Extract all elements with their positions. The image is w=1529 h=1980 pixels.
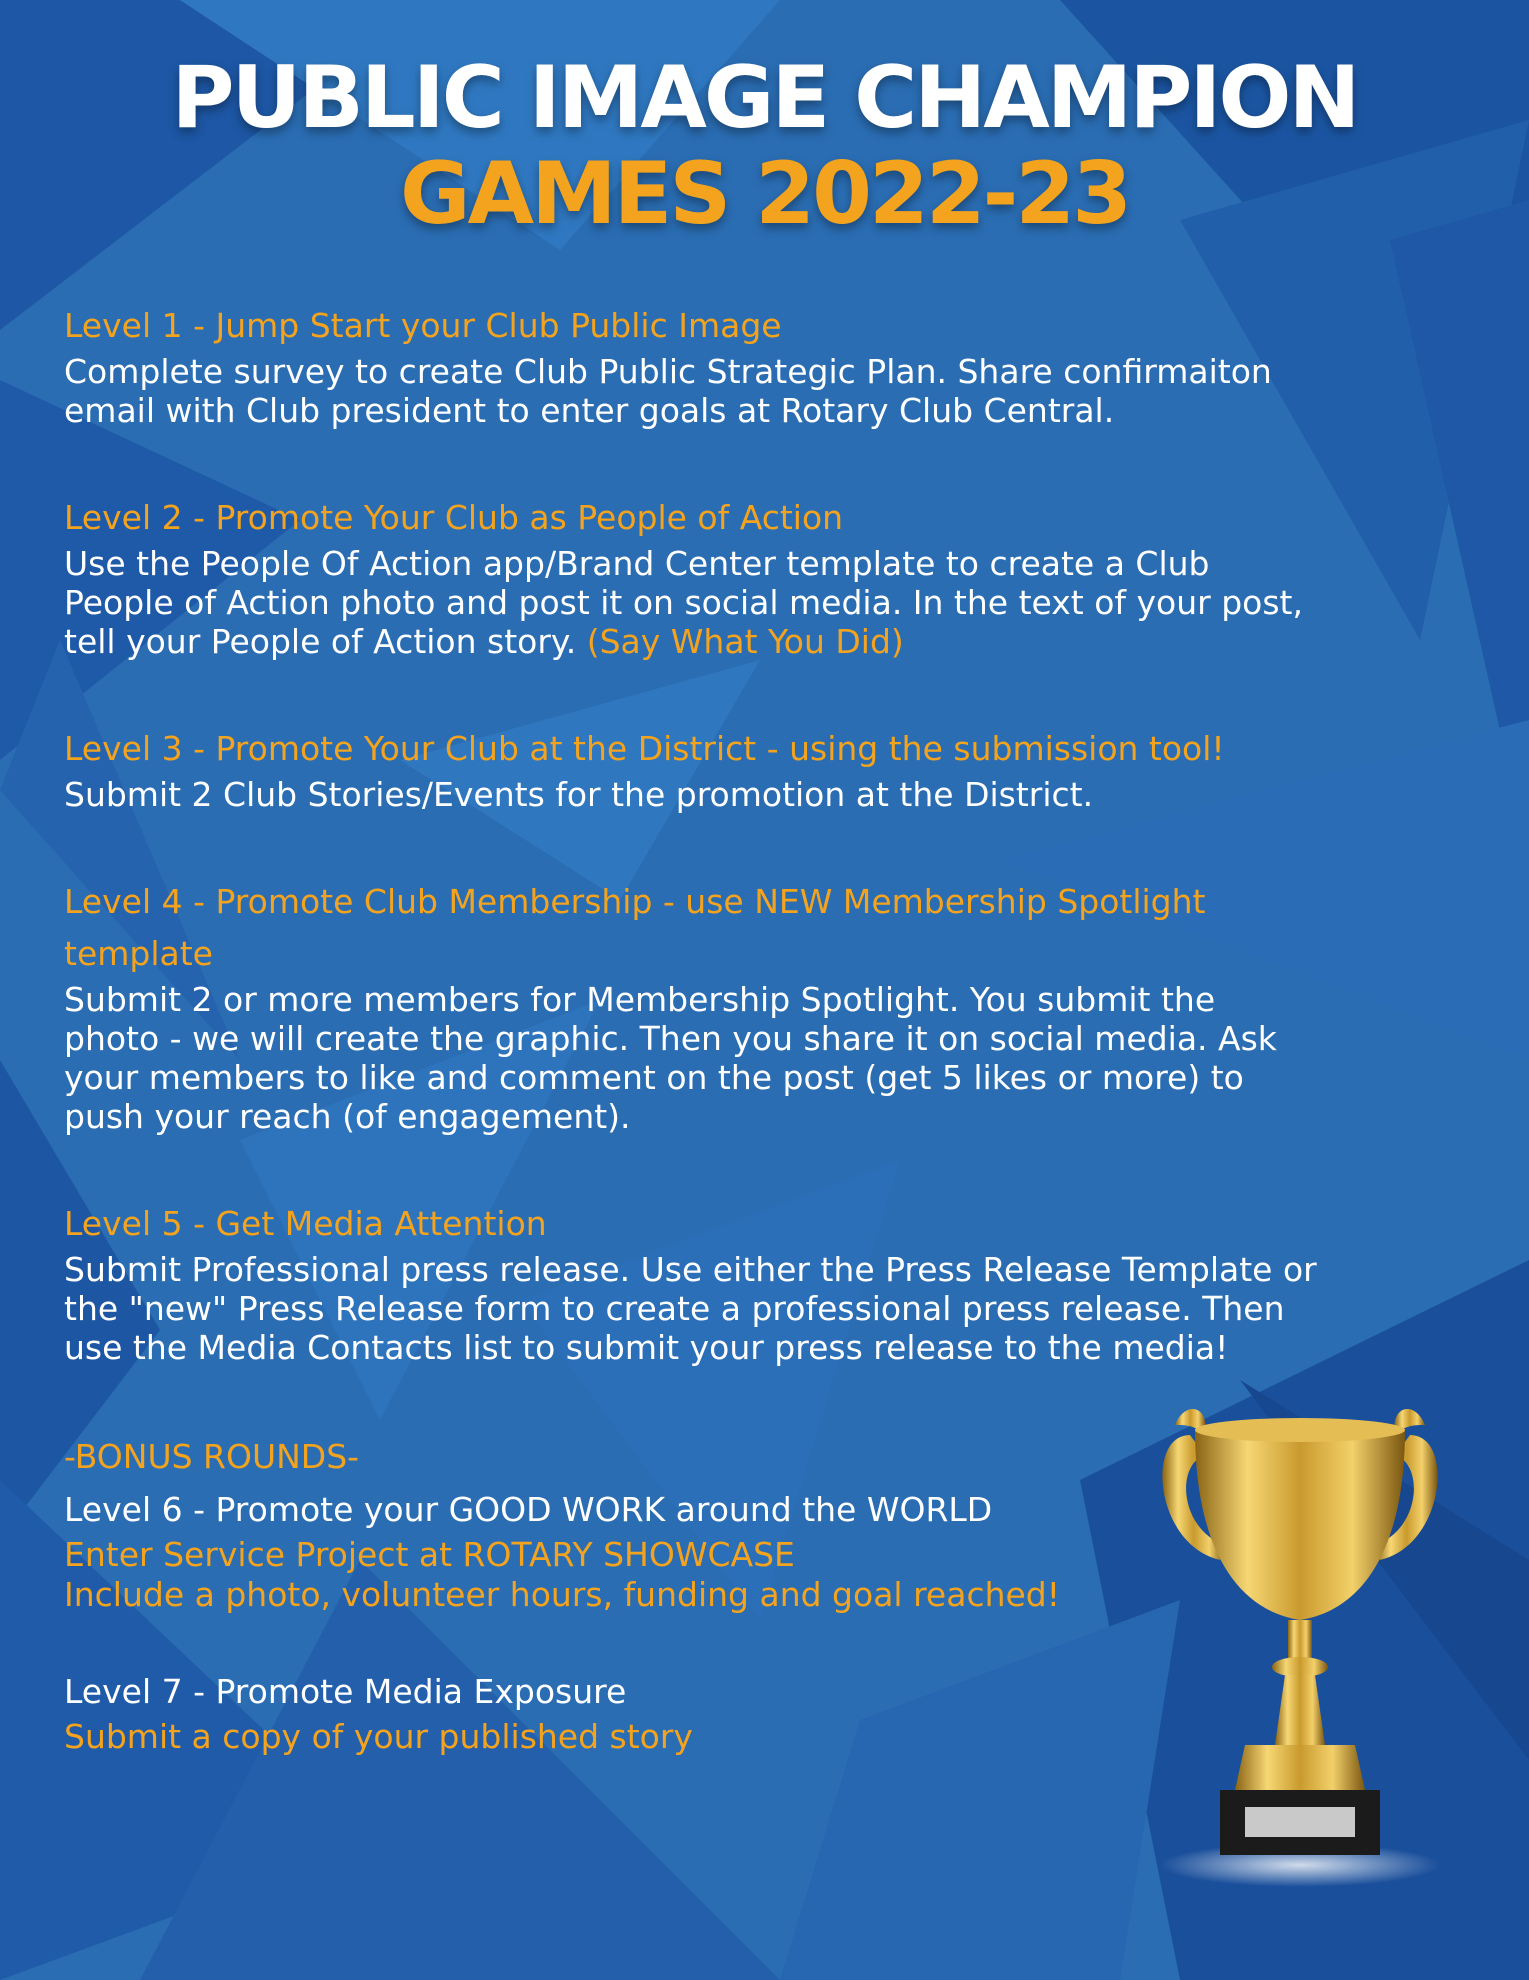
level-heading-continued: template: [64, 934, 213, 973]
level-heading: Level 1 - Jump Start your Club Public Image: [64, 306, 782, 345]
level-heading: Level 4 - Promote Club Membership - use NEW Membership Spotlight: [64, 882, 1206, 921]
level-7-instruction: Submit a copy of your published story: [64, 1717, 693, 1756]
level-description-line: Submit Professional press release. Use either the Press Release Template or: [64, 1250, 1317, 1289]
level-description-line: Submit 2 Club Stories/Events for the promotion at the District.: [64, 775, 1094, 814]
say-what-you-did-note: (Say What You Did): [586, 622, 904, 661]
trophy-icon: [1150, 1395, 1450, 1895]
level-description-line: Use the People Of Action app/Brand Center template to create a Club: [64, 544, 1210, 583]
page-title: [0, 48, 1529, 244]
level-6-instruction: Include a photo, volunteer hours, funding and goal reached!: [64, 1575, 1060, 1614]
bonus-rounds-heading: -BONUS ROUNDS-: [64, 1437, 360, 1476]
level-heading: Level 5 - Get Media Attention: [64, 1204, 547, 1243]
level-6-heading: Level 6 - Promote your GOOD WORK around the WORLD: [64, 1490, 993, 1529]
level-description-text: tell your People of Action story.: [64, 622, 577, 661]
title-line-1: PUBLIC IMAGE CHAMPION: [171, 48, 1358, 148]
level-description-line: Submit 2 or more members for Membership Spotlight. You submit the: [64, 980, 1216, 1019]
level-heading: Level 3 - Promote Your Club at the District - using the submission tool!: [64, 729, 1225, 768]
level-3: [64, 723, 1484, 814]
level-2: [64, 492, 1484, 661]
level-5: [64, 1198, 1484, 1367]
level-description-line: your members to like and comment on the post (get 5 likes or more) to: [64, 1058, 1244, 1097]
level-description-line: email with Club president to enter goals at Rotary Club Central.: [64, 391, 1115, 430]
level-description-line: use the Media Contacts list to submit your press release to the media!: [64, 1328, 1229, 1367]
level-heading: Level 2 - Promote Your Club as People of Action: [64, 498, 844, 537]
level-description-line: photo - we will create the graphic. Then you share it on social media. Ask: [64, 1019, 1277, 1058]
level-description-line: People of Action photo and post it on social media. In the text of your post,: [64, 583, 1303, 622]
level-7-heading: Level 7 - Promote Media Exposure: [64, 1672, 627, 1711]
level-6-instruction: Enter Service Project at ROTARY SHOWCASE: [64, 1535, 795, 1574]
level-1: [64, 300, 1484, 430]
level-4: [64, 876, 1484, 1136]
title-line-2: GAMES 2022-23: [399, 144, 1130, 244]
level-description-line: [64, 622, 1484, 661]
level-description-line: push your reach (of engagement).: [64, 1097, 631, 1136]
level-description-line: the "new" Press Release form to create a professional press release. Then: [64, 1289, 1285, 1328]
level-description-line: Complete survey to create Club Public Strategic Plan. Share confirmaiton: [64, 352, 1272, 391]
